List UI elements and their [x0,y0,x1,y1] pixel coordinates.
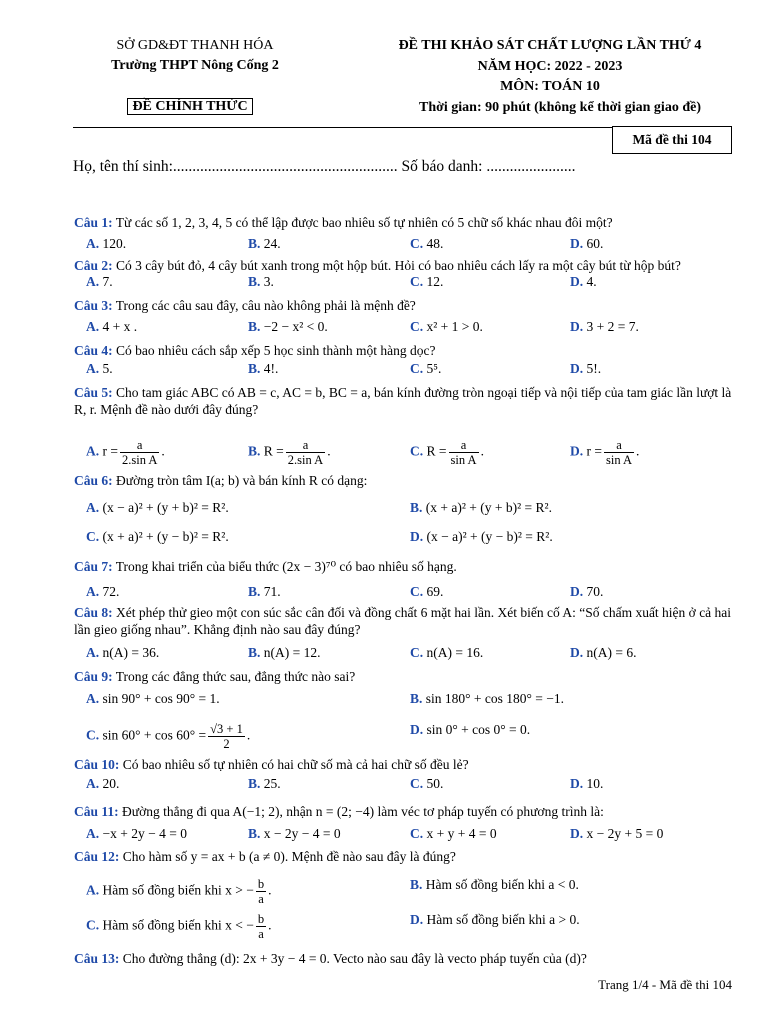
option-letter: D. [570,361,584,376]
answer-option[interactable] [86,584,119,600]
question-stem [74,604,734,638]
fraction-numerator: a [286,438,325,453]
option-letter: D. [570,584,584,599]
option-text: sin 180° + cos 180° = −1. [425,691,565,706]
option-text: −2 − x² < 0. [263,319,328,334]
option-prefix: R = [263,443,284,459]
option-text: 4!. [263,361,279,376]
fraction [208,722,245,751]
question-stem [74,297,734,314]
option-letter: C. [86,917,100,933]
option-letter: A. [86,882,100,898]
option-text: x² + 1 > 0. [426,319,483,334]
option-letter: B. [410,691,423,706]
fraction-denominator: 2.sin A [287,453,324,467]
answer-option[interactable] [570,584,603,600]
answer-option[interactable] [410,361,441,377]
fraction-denominator: 2.sin A [121,453,158,467]
question-label: Câu 7: [74,559,113,574]
option-letter: B. [248,776,261,791]
question-text: Có bao nhiêu số tự nhiên có hai chữ số mà cả hai chữ số đều lẻ? [119,757,469,772]
option-text: x − 2y − 4 = 0 [263,826,341,841]
option-letter: B. [248,443,261,459]
answer-option[interactable] [248,645,321,661]
option-letter: C. [410,319,424,334]
option-letter: A. [86,443,100,459]
answer-option[interactable] [248,438,331,467]
school-year: NĂM HỌC: 2022 - 2023 [477,59,623,74]
option-letter: B. [248,584,261,599]
answer-option[interactable] [570,776,603,792]
question-label: Câu 6: [74,473,113,488]
answer-option[interactable] [86,529,229,545]
question-text: Trong các câu sau đây, câu nào không phải là mệnh đề? [112,298,416,313]
option-letter: D. [410,912,424,927]
answer-option[interactable] [410,912,580,928]
option-text: 5!. [586,361,602,376]
option-text: n(A) = 16. [426,645,484,660]
fraction-denominator: sin A [450,453,477,467]
answer-option[interactable] [248,274,274,290]
fraction-numerator: √3 + 1 [210,722,243,736]
fraction [449,438,479,467]
option-letter: D. [570,776,584,791]
option-prefix: Hàm số đồng biến khi x < − [102,917,254,933]
option-text: sin 90° + cos 90° = 1. [102,691,220,706]
answer-option[interactable] [410,877,579,893]
option-suffix: . [268,917,272,933]
option-text: 3 + 2 = 7. [586,319,639,334]
answer-option[interactable] [570,645,636,661]
option-suffix: . [480,443,484,459]
department-name: SỞ GD&ĐT THANH HÓA [116,38,274,53]
option-text: (x − a)² + (y + b)² = R². [102,500,229,515]
option-text: 12. [426,274,444,289]
option-letter: A. [86,274,100,289]
fraction [604,438,634,467]
fraction [256,877,266,906]
header-rule [73,127,613,128]
option-text: 71. [263,584,281,599]
question-label: Câu 3: [74,298,113,313]
option-text: 10. [586,776,604,791]
option-text: 7. [102,274,113,289]
option-letter: B. [248,645,261,660]
option-text: (x + a)² + (y + b)² = R². [425,500,552,515]
answer-option[interactable] [248,319,328,335]
question-label: Câu 1: [74,215,113,230]
fraction-denominator: 2 [223,737,230,751]
question-label: Câu 4: [74,343,113,358]
option-letter: D. [570,443,584,459]
answer-option[interactable] [410,776,443,792]
answer-option[interactable] [248,236,281,252]
option-letter: A. [86,361,100,376]
option-prefix: R = [426,443,447,459]
option-letter: B. [410,500,423,515]
question-label: Câu 11: [74,804,119,819]
official-text: ĐỀ CHÍNH THỨC [127,98,252,115]
question-text: Xét phép thử gieo một con súc sắc cân đối và đồng chất 6 mặt hai lần. Xét biến cố A: “Số chấm xuất hiện ở cả hai lần gieo giống nhau”. Khẳng định nào sau đây đúng? [74,605,732,637]
fraction [256,912,266,941]
page-footer: Trang 1/4 - Mã đề thi 104 [598,977,732,992]
answer-option[interactable] [570,826,663,842]
answer-option[interactable] [86,236,126,252]
question-stem [74,848,734,865]
option-suffix: . [161,443,165,459]
answer-option[interactable] [410,529,553,545]
exam-title: ĐỀ THI KHẢO SÁT CHẤT LƯỢNG LẦN THỨ 4 [398,38,702,53]
answer-option[interactable] [410,645,483,661]
answer-option[interactable] [570,274,597,290]
option-letter: B. [410,877,423,892]
fraction-numerator: b [257,912,265,926]
fraction [286,438,325,467]
subject: MÔN: TOÁN 10 [500,79,600,94]
question-text: Đường tròn tâm I(a; b) và bán kính R có dạng: [112,473,368,488]
question-label: Câu 8: [74,605,113,620]
option-prefix: sin 60° + cos 60° = [102,727,207,743]
answer-option[interactable] [410,584,443,600]
option-letter: C. [410,274,424,289]
option-suffix: . [268,882,272,898]
answer-option[interactable] [86,826,187,842]
question-text: Từ các số 1, 2, 3, 4, 5 có thể lập được bao nhiêu số tự nhiên có 5 chữ số khác nhau đôi một? [112,215,613,230]
option-letter: D. [410,722,424,737]
option-letter: A. [86,645,100,660]
option-text: 72. [102,584,120,599]
exam-time: Thời gian: 90 phút (không kể thời gian giao đề) [419,100,701,115]
option-letter: B. [248,826,261,841]
fraction-denominator: sin A [605,453,633,467]
option-letter: C. [410,236,424,251]
option-text: (x + a)² + (y − b)² = R². [102,529,229,544]
question-stem [74,214,734,231]
question-text: Cho tam giác ABC có AB = c, AC = b, BC = a, bán kính đường tròn ngoại tiếp và nội tiếp của tam giác lần lượt là R, r. Mệnh đề nào dưới đây đúng? [74,385,732,417]
question-text: Có 3 cây bút đỏ, 4 cây bút xanh trong một hộp bút. Hỏi có bao nhiêu cách lấy ra một cây bút từ hộp bút? [112,258,681,273]
option-letter: A. [86,691,100,706]
option-text: Hàm số đồng biến khi a > 0. [426,912,580,927]
answer-option[interactable] [86,500,229,516]
answer-option[interactable] [410,722,530,738]
student-info-line: Họ, tên thí sinh:.......................................................... Số báo danh: ....................... [73,158,576,175]
option-letter: A. [86,236,100,251]
question-text: Cho hàm số y = ax + b (a ≠ 0). Mệnh đề nào sau đây là đúng? [119,849,456,864]
question-text: Trong khai triển của biểu thức (2x − 3)⁷⁰ có bao nhiêu số hạng. [112,559,457,574]
answer-option[interactable] [248,361,278,377]
question-text: Có bao nhiêu cách sắp xếp 5 học sinh thành một hàng dọc? [112,343,436,358]
question-stem [74,558,734,575]
option-letter: B. [248,274,261,289]
fraction-numerator: a [449,438,479,453]
question-stem [74,950,734,967]
option-suffix: . [246,727,251,743]
option-text: x + y + 4 = 0 [426,826,497,841]
option-letter: C. [410,776,424,791]
question-stem [74,803,734,820]
option-letter: C. [410,443,424,459]
answer-option[interactable] [570,438,639,467]
answer-option[interactable] [410,319,483,335]
question-stem [74,342,734,359]
answer-option[interactable] [570,236,603,252]
question-label: Câu 2: [74,258,113,273]
answer-option[interactable] [410,826,497,842]
option-letter: C. [86,529,100,544]
option-text: n(A) = 12. [263,645,321,660]
option-text: 69. [426,584,444,599]
answer-option[interactable] [86,912,271,941]
option-text: 120. [102,236,127,251]
answer-option[interactable] [86,438,165,467]
option-letter: D. [570,826,584,841]
option-text: 4. [586,274,597,289]
option-letter: C. [410,645,424,660]
answer-option[interactable] [86,776,119,792]
option-text: 48. [426,236,444,251]
question-label: Câu 12: [74,849,120,864]
question-stem [74,384,734,418]
option-letter: C. [410,584,424,599]
option-text: Hàm số đồng biến khi a < 0. [425,877,579,892]
option-suffix: . [327,443,331,459]
answer-option[interactable] [410,236,443,252]
option-letter: C. [410,361,424,376]
answer-option[interactable] [410,500,552,516]
question-text: Cho đường thẳng (d): 2x + 3y − 4 = 0. Vecto nào sau đây là vecto pháp tuyến của (d)? [119,951,587,966]
fraction [120,438,159,467]
option-text: 5⁵. [426,361,442,376]
option-letter: A. [86,776,100,791]
option-letter: B. [248,319,261,334]
question-stem [74,668,734,685]
question-stem [74,756,734,773]
option-text: n(A) = 6. [586,645,637,660]
option-letter: B. [248,361,261,376]
answer-option[interactable] [248,776,281,792]
option-letter: D. [570,274,584,289]
answer-option[interactable] [410,438,484,467]
answer-option[interactable] [570,361,601,377]
answer-option[interactable] [570,319,639,335]
option-letter: A. [86,319,100,334]
answer-option[interactable] [86,361,113,377]
answer-option[interactable] [86,319,137,335]
question-label: Câu 13: [74,951,120,966]
option-prefix: Hàm số đồng biến khi x > − [102,882,254,898]
option-letter: A. [86,826,100,841]
option-text: 4 + x . [102,319,138,334]
answer-option[interactable] [86,722,250,751]
answer-option[interactable] [86,691,220,707]
fraction-denominator: a [258,927,264,941]
option-text: 25. [263,776,281,791]
option-letter: D. [570,236,584,251]
option-suffix: . [636,443,640,459]
question-label: Câu 5: [74,385,113,400]
option-letter: D. [410,529,424,544]
option-text: n(A) = 36. [102,645,160,660]
school-name: Trường THPT Nông Cống 2 [111,58,279,73]
option-letter: D. [570,319,584,334]
option-letter: A. [86,584,100,599]
option-text: 5. [102,361,113,376]
question-stem [74,472,734,489]
option-text: 60. [586,236,604,251]
question-stem [74,257,734,274]
question-label: Câu 9: [74,669,113,684]
answer-option[interactable] [410,691,564,707]
option-letter: D. [570,645,584,660]
option-letter: B. [248,236,261,251]
answer-option[interactable] [86,645,159,661]
question-label: Câu 10: [74,757,120,772]
option-letter: A. [86,500,100,515]
fraction-numerator: b [257,877,265,891]
option-text: 20. [102,776,120,791]
option-prefix: r = [102,443,118,459]
option-text: 3. [263,274,274,289]
question-text: Đường thẳng đi qua A(−1; 2), nhận n = (2; −4) làm véc tơ pháp tuyến có phương trình là: [118,804,604,819]
option-prefix: r = [586,443,602,459]
fraction-numerator: a [120,438,159,453]
answer-option[interactable] [410,274,443,290]
question-text: Trong các đẳng thức sau, đẳng thức nào sai? [112,669,356,684]
answer-option[interactable] [248,584,281,600]
option-text: x − 2y + 5 = 0 [586,826,664,841]
option-text: (x − a)² + (y − b)² = R². [426,529,553,544]
answer-option[interactable] [86,877,271,906]
option-text: 24. [263,236,281,251]
option-text: sin 0° + cos 0° = 0. [426,722,531,737]
answer-option[interactable] [86,274,113,290]
option-text: −x + 2y − 4 = 0 [102,826,187,841]
option-letter: C. [86,727,100,743]
answer-option[interactable] [248,826,341,842]
fraction-numerator: a [604,438,634,453]
option-text: 50. [426,776,444,791]
option-letter: C. [410,826,424,841]
fraction-denominator: a [258,892,264,906]
official-label [110,99,270,115]
option-text: 70. [586,584,604,599]
exam-code-box: Mã đề thi 104 [612,126,732,154]
